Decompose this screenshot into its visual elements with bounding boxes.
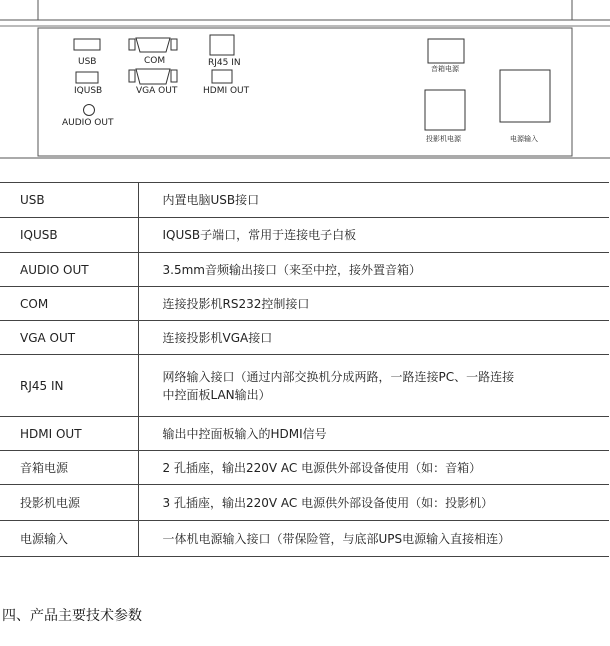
table-row xyxy=(0,521,609,557)
back-panel-diagram xyxy=(0,0,610,170)
usb-label: USB xyxy=(78,57,97,67)
port-desc-cell: 2 孔插座，输出220V AC 电源供外部设备使用（如：音箱） xyxy=(138,451,609,485)
table-row xyxy=(0,451,609,485)
rj45-in-label: RJ45 IN xyxy=(208,58,241,68)
table-row xyxy=(0,253,609,287)
iqusb-port xyxy=(76,72,98,83)
rj45-port xyxy=(210,35,234,55)
section-heading: 四、产品主要技术参数 xyxy=(2,608,142,624)
hdmi-port xyxy=(212,70,232,83)
com-label: COM xyxy=(144,56,166,66)
port-desc-cell: 一体机电源输入接口（带保险管，与底部UPS电源输入直接相连） xyxy=(138,521,609,557)
projector-power-socket xyxy=(425,90,465,130)
table-row xyxy=(0,183,609,218)
power-input-socket xyxy=(500,70,550,122)
back-panel-drawing xyxy=(0,0,610,170)
table-row xyxy=(0,287,609,321)
audio-out-jack xyxy=(84,105,95,116)
vga-out-label: VGA OUT xyxy=(136,86,178,96)
port-name-cell: RJ45 IN xyxy=(0,355,138,417)
port-name-cell: IQUSB xyxy=(0,218,138,253)
usb-port xyxy=(74,39,100,50)
speaker-power-label: 音箱电源 xyxy=(431,65,459,73)
port-desc-line-2: 中控面板LAN输出） xyxy=(162,387,271,402)
port-name-cell: COM xyxy=(0,287,138,321)
power-input-label: 电源输入 xyxy=(510,135,538,143)
port-name-cell: HDMI OUT xyxy=(0,417,138,451)
hdmi-out-label: HDMI OUT xyxy=(203,86,250,96)
table-row xyxy=(0,218,609,253)
table-row xyxy=(0,321,609,355)
port-name-cell: AUDIO OUT xyxy=(0,253,138,287)
port-desc-cell: 3 孔插座，输出220V AC 电源供外部设备使用（如：投影机） xyxy=(138,485,609,521)
audio-out-label: AUDIO OUT xyxy=(62,118,114,128)
interface-table xyxy=(0,182,609,557)
port-name-cell: 电源输入 xyxy=(0,521,138,557)
iqusb-label: IQUSB xyxy=(74,86,103,96)
port-desc-cell: 输出中控面板输入的HDMI信号 xyxy=(138,417,609,451)
vga-port xyxy=(136,69,170,84)
table-row xyxy=(0,485,609,521)
port-name-cell: USB xyxy=(0,183,138,218)
port-desc-cell: 连接投影机VGA接口 xyxy=(138,321,609,355)
port-desc-line-1: 网络输入接口（通过内部交换机分成两路，一路连接PC、一路连接 xyxy=(162,369,515,384)
port-name-cell: 投影机电源 xyxy=(0,485,138,521)
table-row xyxy=(0,355,609,417)
port-desc-cell: 内置电脑USB接口 xyxy=(138,183,609,218)
port-desc-cell xyxy=(138,355,609,417)
port-desc-cell: 连接投影机RS232控制接口 xyxy=(138,287,609,321)
projector-power-label: 投影机电源 xyxy=(426,135,461,143)
port-desc-cell: IQUSB子端口，常用于连接电子白板 xyxy=(138,218,609,253)
table-row xyxy=(0,417,609,451)
port-name-cell: 音箱电源 xyxy=(0,451,138,485)
port-name-cell: VGA OUT xyxy=(0,321,138,355)
port-desc-cell: 3.5mm音频输出接口（来至中控，接外置音箱） xyxy=(138,253,609,287)
speaker-power-socket xyxy=(428,39,464,63)
com-port xyxy=(136,38,170,52)
